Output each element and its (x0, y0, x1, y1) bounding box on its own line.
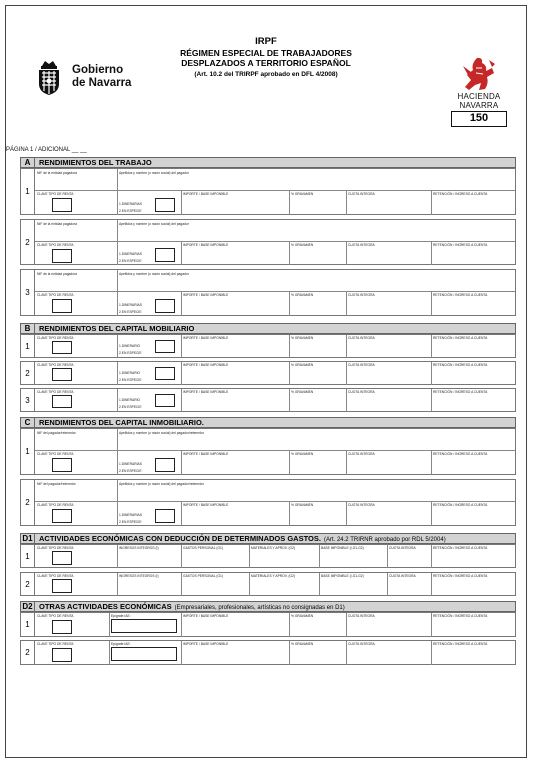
form-subtitle-1: RÉGIMEN ESPECIAL DE TRABAJADORES (180, 48, 352, 58)
navarra-coat-of-arms-icon (34, 58, 64, 96)
gravamen-label: % GRAVAMEN (291, 390, 314, 394)
cuota-label: CUOTA INTEGRA (348, 192, 375, 196)
section-d2-row-2 (20, 640, 516, 665)
pagador-name-label: Apellidos y nombre (o razón social) del pagador (119, 272, 189, 276)
hacienda-line1: HACIENDA (457, 92, 501, 101)
pagador-name-label: Apellidos y nombre (o razón social) del pagador (119, 171, 189, 175)
retencion-label: RETENCIÓN / INGRESO A CUENTA (433, 614, 488, 618)
clave-tipo-label: CLAVE TIPO DE RENTA (37, 192, 74, 196)
section-a-row-2 (20, 219, 516, 265)
dinerario-label: 1.DINERARIO (119, 398, 141, 402)
ingresos-label: INGRESOS INTEGROS (I) (119, 546, 159, 550)
section-c-title: RENDIMIENTOS DEL CAPITAL INMOBILIARIO. (39, 418, 204, 427)
section-d2-header (20, 601, 516, 612)
cuota-label: CUOTA INTEGRA (348, 363, 375, 367)
gravamen-label: % GRAVAMEN (291, 293, 314, 297)
cuota-label: CUOTA INTEGRA (348, 503, 375, 507)
section-d2-title: OTRAS ACTIVIDADES ECONÓMICAS (39, 602, 172, 611)
gastos-personal-label: GASTOS PERSONAL (G1) (183, 574, 223, 578)
base-imponible-label: BASE IMPONIBLE (I-G1-G2) (321, 546, 364, 550)
dinerario-label: 1.DINERARIO (119, 344, 141, 348)
nif-label: NIF de la entidad pagadora (37, 171, 77, 175)
gravamen-label: % GRAVAMEN (291, 642, 314, 646)
cuota-label: CUOTA INTEGRA (348, 642, 375, 646)
nif-label: NIF de la entidad pagadora (37, 222, 77, 226)
especie-label: 2.EN ESPECIE (119, 209, 142, 213)
row-number: 1 (21, 429, 35, 474)
section-b-header (20, 323, 516, 334)
clave-tipo-input[interactable] (52, 198, 72, 212)
importe-label: IMPORTE / BASE IMPONIBLE (183, 503, 229, 507)
importe-label: IMPORTE / BASE IMPONIBLE (183, 452, 229, 456)
cuota-label: CUOTA INTEGRA (348, 293, 375, 297)
nif-label: NIF del pagador/retenedor (37, 482, 76, 486)
section-c-row-1 (20, 428, 516, 475)
base-imponible-label: BASE IMPONIBLE (I-G1-G2) (321, 574, 364, 578)
especie-label: 2.EN ESPECIE (119, 520, 142, 524)
row-number: 1 (21, 545, 35, 567)
especie-label: 2.EN ESPECIE (119, 310, 142, 314)
epigrafe-input[interactable] (111, 619, 177, 633)
gravamen-label: % GRAVAMEN (291, 243, 314, 247)
dinerarias-label: 1.DINERARIAS (119, 513, 142, 517)
retencion-label: RETENCIÓN / INGRESO A CUENTA (433, 243, 488, 247)
pagador-name-label: Apellidos y nombre (o razón social) del pagador/retenedor (119, 431, 204, 435)
section-d1-letter: D1 (21, 534, 35, 543)
section-d2-row-1 (20, 612, 516, 637)
dinerarias-label: 1.DINERARIAS (119, 252, 142, 256)
page-label[interactable]: PÁGINA 1 / ADICIONAL __ __ (6, 147, 87, 153)
ingresos-label: INGRESOS INTEGROS (I) (119, 574, 159, 578)
especie-label: 2.EN ESPECIE (119, 259, 142, 263)
importe-label: IMPORTE / BASE IMPONIBLE (183, 642, 229, 646)
form-subtitle-2: DESPLAZADOS A TERRITORIO ESPAÑOL (181, 58, 351, 68)
gravamen-label: % GRAVAMEN (291, 452, 314, 456)
model-number-box: 150 (451, 111, 507, 127)
tipo-renta-input[interactable] (155, 509, 175, 523)
row-number: 3 (21, 389, 35, 411)
clave-tipo-input[interactable] (52, 620, 72, 634)
clave-tipo-input[interactable] (52, 551, 72, 565)
section-b-letter: B (21, 324, 35, 333)
dinerarias-label: 1.DINERARIAS (119, 462, 142, 466)
dinerarias-label: 1.DINERARIAS (119, 202, 142, 206)
form-subtitle-3: (Art. 10.2 del TRIRPF aprobado en DFL 4/2008) (194, 71, 338, 78)
clave-tipo-label: CLAVE TIPO DE RENTA (37, 243, 74, 247)
pagador-name-label: Apellidos y nombre (o razón social) del pagador/retenedor (119, 482, 204, 486)
especie-label: 2.EN ESPECIE (119, 405, 142, 409)
tipo-renta-input[interactable] (155, 299, 175, 313)
section-d1-row-1 (20, 544, 516, 568)
section-b-row-3 (20, 388, 516, 412)
nif-label: NIF de la entidad pagadora (37, 272, 77, 276)
section-c-letter: C (21, 418, 35, 427)
section-b-row-1 (20, 334, 516, 358)
row-number: 2 (21, 362, 35, 384)
gravamen-label: % GRAVAMEN (291, 336, 314, 340)
clave-tipo-label: CLAVE TIPO DE RENTA (37, 503, 74, 507)
clave-tipo-label: CLAVE TIPO DE RENTA (37, 390, 74, 394)
section-d2-subtitle: (Empresariales, profesionales, artísticas no consignadas en D1) (174, 605, 345, 611)
clave-tipo-label: CLAVE TIPO DE RENTA (37, 336, 74, 340)
importe-label: IMPORTE / BASE IMPONIBLE (183, 293, 229, 297)
clave-tipo-input[interactable] (52, 368, 72, 381)
importe-label: IMPORTE / BASE IMPONIBLE (183, 243, 229, 247)
clave-tipo-input[interactable] (52, 249, 72, 263)
hacienda-line2: NAVARRA (459, 101, 499, 110)
clave-tipo-label: CLAVE TIPO DE RENTA (37, 642, 74, 646)
section-d1-row-2 (20, 572, 516, 596)
clave-tipo-label: CLAVE TIPO DE RENTA (37, 574, 74, 578)
clave-tipo-input[interactable] (52, 341, 72, 354)
form-title-block (166, 36, 366, 80)
clave-tipo-label: CLAVE TIPO DE RENTA (37, 452, 74, 456)
row-number: 3 (21, 270, 35, 315)
nif-label: NIF del pagador/retenedor (37, 431, 76, 435)
retencion-label: RETENCIÓN / INGRESO A CUENTA (433, 192, 488, 196)
row-number: 2 (21, 220, 35, 264)
clave-tipo-input[interactable] (52, 395, 72, 408)
clave-tipo-input[interactable] (52, 648, 72, 662)
clave-tipo-input[interactable] (52, 579, 72, 593)
form-page (5, 5, 527, 758)
gastos-personal-label: GASTOS PERSONAL (G1) (183, 546, 223, 550)
row-number: 2 (21, 573, 35, 595)
gobierno-line1: Gobierno (72, 64, 124, 76)
clave-tipo-label: CLAVE TIPO DE RENTA (37, 546, 74, 550)
tipo-renta-input[interactable] (155, 458, 175, 472)
importe-label: IMPORTE / BASE IMPONIBLE (183, 390, 229, 394)
retencion-label: RETENCIÓN / INGRESO A CUENTA (433, 293, 488, 297)
clave-tipo-input[interactable] (52, 299, 72, 313)
pagador-name-label: Apellidos y nombre (o razón social) del pagador (119, 222, 189, 226)
clave-tipo-label: CLAVE TIPO DE RENTA (37, 363, 74, 367)
section-b-row-2 (20, 361, 516, 385)
cuota-label: CUOTA INTEGRA (348, 452, 375, 456)
tipo-renta-input[interactable] (155, 340, 175, 353)
gravamen-label: % GRAVAMEN (291, 363, 314, 367)
row-number: 1 (21, 169, 35, 214)
materiales-label: MATERIALES Y APROV. (G2) (251, 546, 296, 550)
importe-label: IMPORTE / BASE IMPONIBLE (183, 192, 229, 196)
importe-label: IMPORTE / BASE IMPONIBLE (183, 614, 229, 618)
cuota-label: CUOTA INTEGRA (348, 243, 375, 247)
retencion-label: RETENCIÓN / INGRESO A CUENTA (433, 574, 488, 578)
section-c-row-2 (20, 479, 516, 526)
row-number: 2 (21, 641, 35, 664)
cuota-label: CUOTA INTEGRA (348, 614, 375, 618)
gravamen-label: % GRAVAMEN (291, 192, 314, 196)
epigrafe-label: Epígrafe IAE: (111, 642, 131, 646)
row-number: 2 (21, 480, 35, 525)
epigrafe-label: Epígrafe IAE: (111, 614, 131, 618)
section-d1-subtitle: (Art. 24.2 TRIRNR aprobado por RDL 5/2004) (323, 537, 446, 543)
section-a-row-1 (20, 168, 516, 215)
dinerario-label: 1.DINERARIO (119, 371, 141, 375)
clave-tipo-input[interactable] (52, 458, 72, 472)
especie-label: 2.EN ESPECIE (119, 351, 142, 355)
section-d1-header (20, 533, 516, 544)
retencion-label: RETENCIÓN / INGRESO A CUENTA (433, 642, 488, 646)
tipo-renta-input[interactable] (155, 394, 175, 407)
section-a-title: RENDIMIENTOS DEL TRABAJO (39, 158, 152, 167)
hacienda-navarra-logo-icon (459, 56, 499, 92)
gravamen-label: % GRAVAMEN (291, 614, 314, 618)
section-d1-title: ACTIVIDADES ECONÓMICAS CON DEDUCCIÓN DE DETERMINADOS GASTOS. (39, 534, 321, 543)
section-a-letter: A (21, 158, 35, 167)
materiales-label: MATERIALES Y APROV. (G2) (251, 574, 296, 578)
clave-tipo-label: CLAVE TIPO DE RENTA (37, 614, 74, 618)
retencion-label: RETENCIÓN / INGRESO A CUENTA (433, 452, 488, 456)
epigrafe-input[interactable] (111, 647, 177, 661)
cuota-label: CUOTA INTEGRA (348, 390, 375, 394)
retencion-label: RETENCIÓN / INGRESO A CUENTA (433, 363, 488, 367)
retencion-label: RETENCIÓN / INGRESO A CUENTA (433, 336, 488, 340)
cuota-label: CUOTA INTEGRA (348, 336, 375, 340)
importe-label: IMPORTE / BASE IMPONIBLE (183, 336, 229, 340)
dinerarias-label: 1.DINERARIAS (119, 303, 142, 307)
section-d2-letter: D2 (21, 602, 35, 611)
form-title: IRPF (255, 36, 277, 47)
tipo-renta-input[interactable] (155, 248, 175, 262)
especie-label: 2.EN ESPECIE (119, 469, 142, 473)
gobierno-line2: de Navarra (72, 77, 132, 89)
tipo-renta-input[interactable] (155, 198, 175, 212)
section-b-title: RENDIMIENTOS DEL CAPITAL MOBILIARIO (39, 324, 195, 333)
retencion-label: RETENCIÓN / INGRESO A CUENTA (433, 503, 488, 507)
importe-label: IMPORTE / BASE IMPONIBLE (183, 363, 229, 367)
cuota-label: CUOTA INTEGRA (389, 546, 416, 550)
row-number: 1 (21, 335, 35, 357)
tipo-renta-input[interactable] (155, 367, 175, 380)
gobierno-logo-block (34, 58, 131, 96)
section-a-row-3 (20, 269, 516, 316)
clave-tipo-input[interactable] (52, 509, 72, 523)
cuota-label: CUOTA INTEGRA (389, 574, 416, 578)
retencion-label: RETENCIÓN / INGRESO A CUENTA (433, 546, 488, 550)
especie-label: 2.EN ESPECIE (119, 378, 142, 382)
hacienda-logo-block (446, 56, 512, 127)
row-number: 1 (21, 613, 35, 636)
clave-tipo-label: CLAVE TIPO DE RENTA (37, 293, 74, 297)
section-c-header (20, 417, 516, 428)
retencion-label: RETENCIÓN / INGRESO A CUENTA (433, 390, 488, 394)
section-a-header (20, 157, 516, 168)
gravamen-label: % GRAVAMEN (291, 503, 314, 507)
